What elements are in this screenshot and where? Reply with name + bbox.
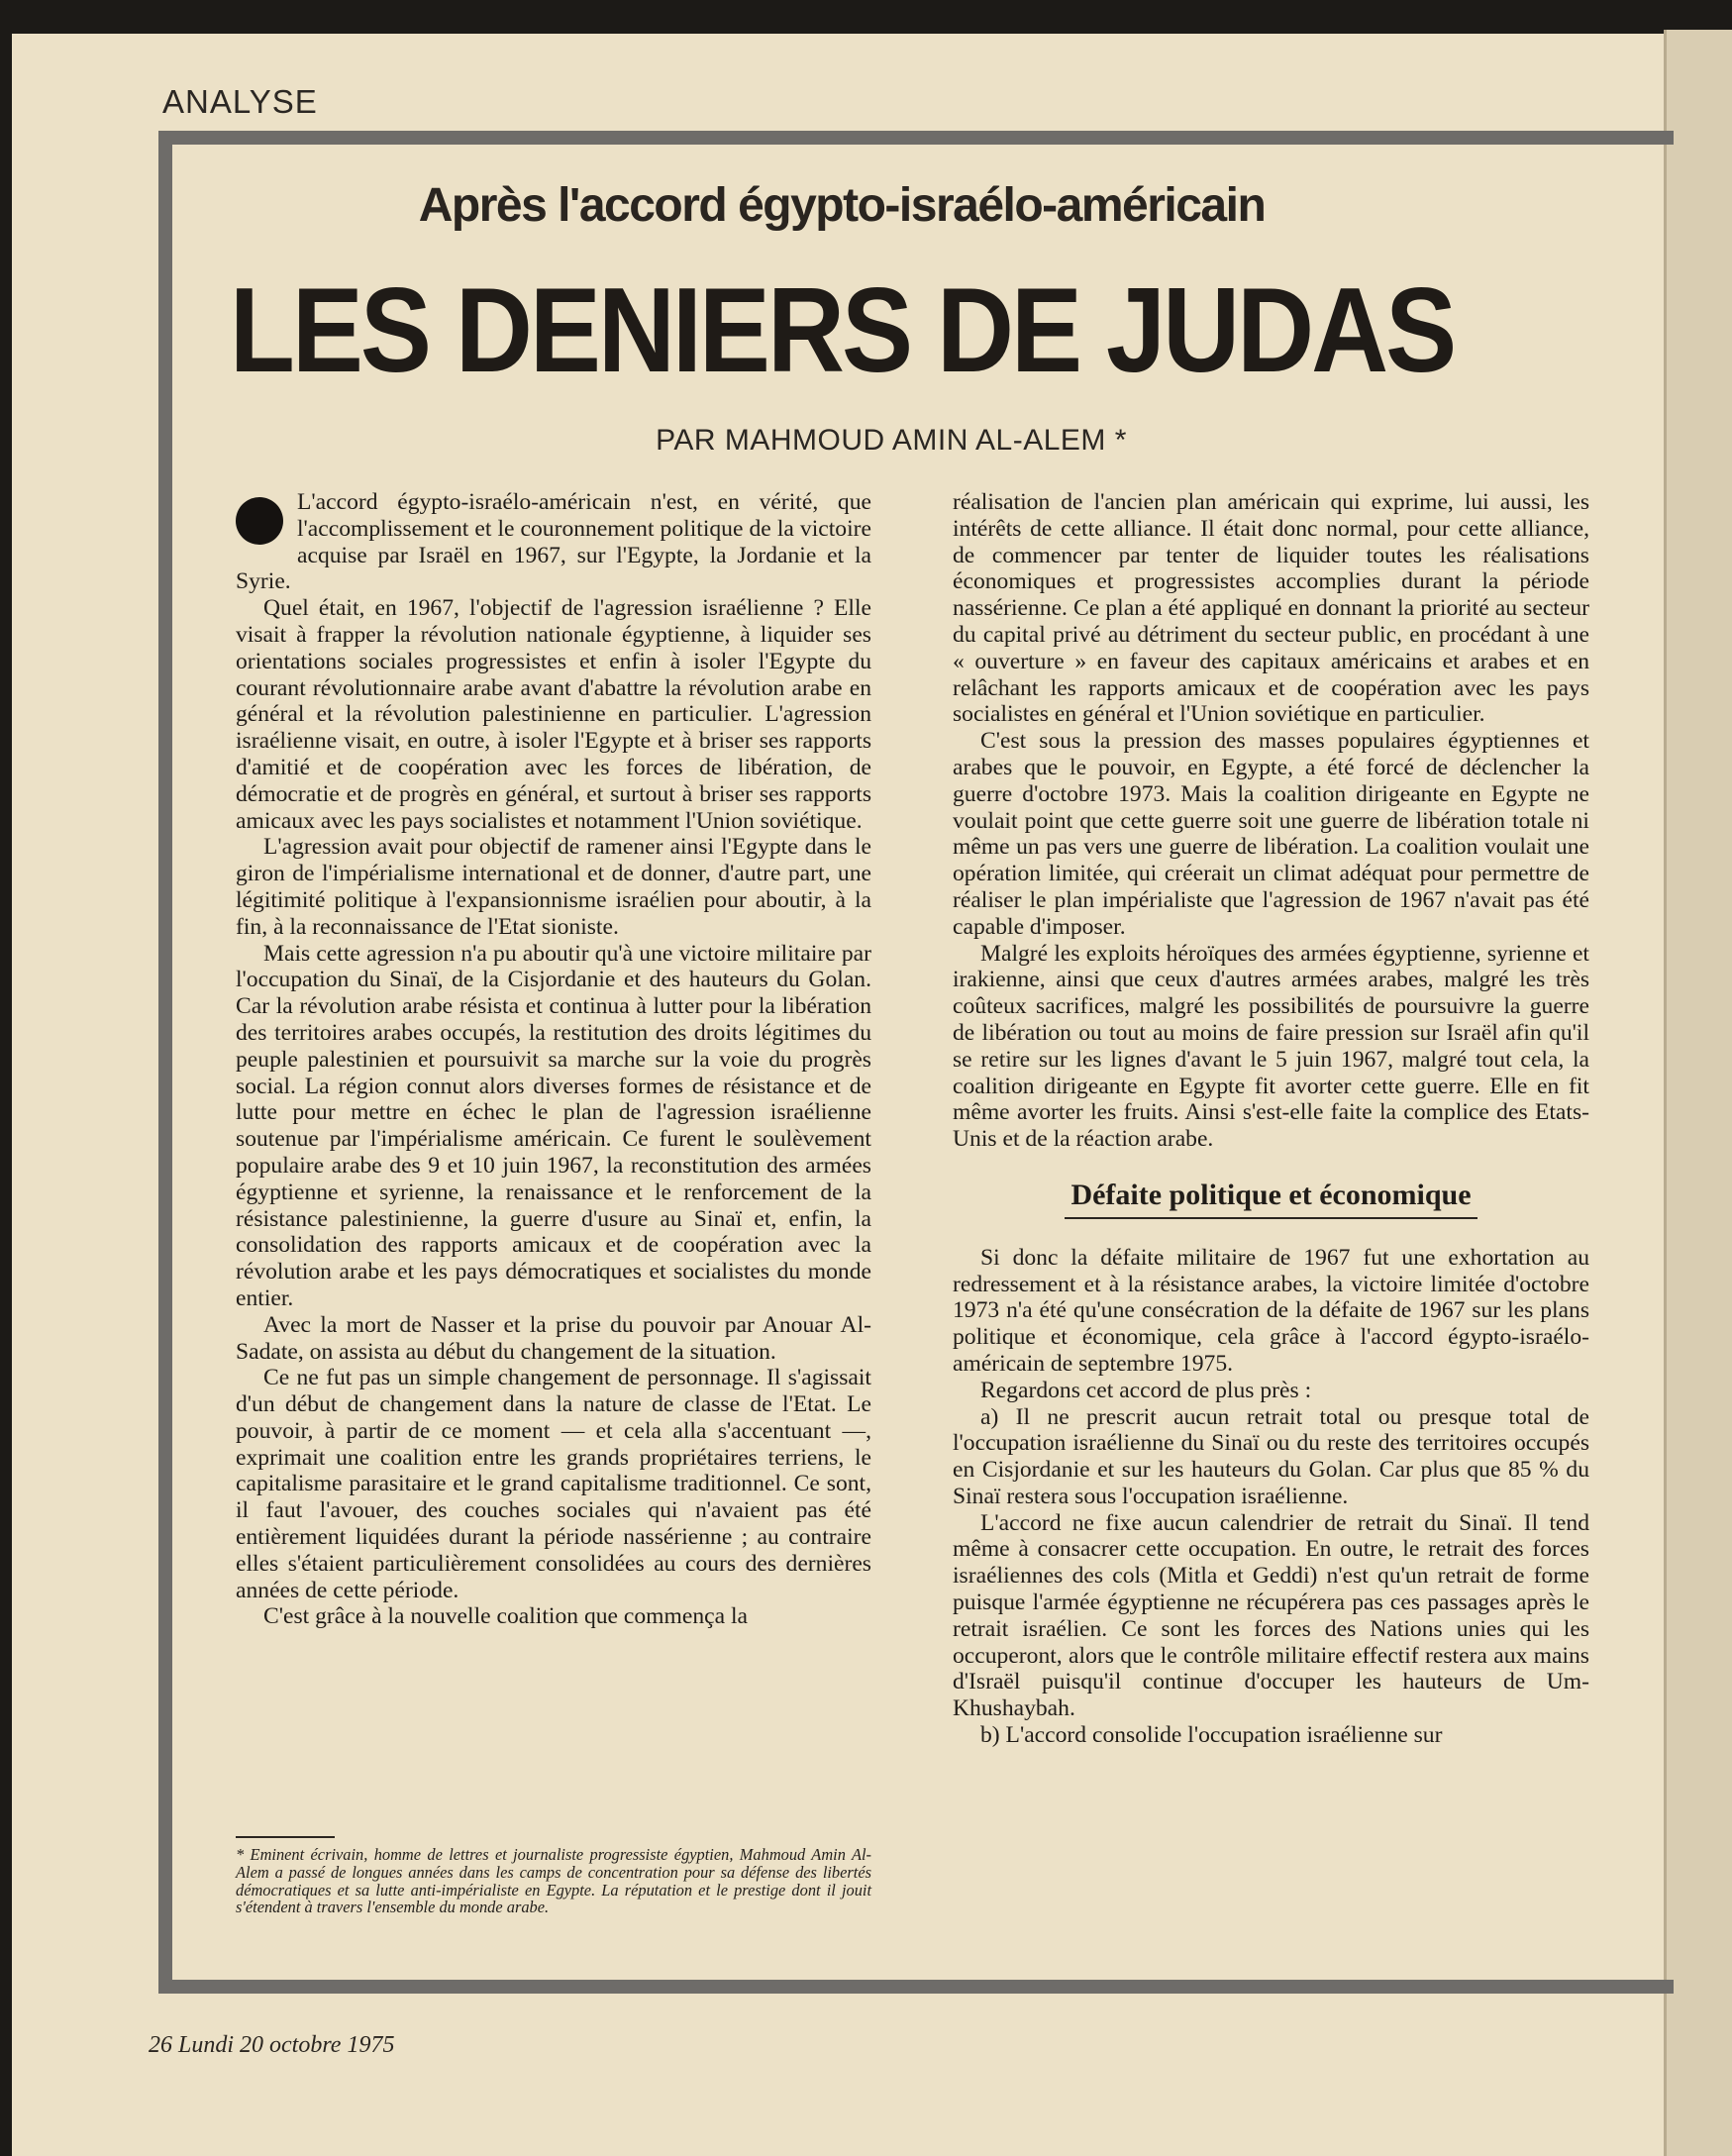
paragraph: Ce ne fut pas un simple changement de personnage. Il s'agissait d'un début de changement dans la nature de classe de l'Etat. Le pouvoir, à partir de ce moment — et cela alla s'accentuant —, exprimait une coalition entre les grands propriétaires terriens, le capitalisme parasitaire et le grand capitalisme traditionnel. Ce sont, il faut l'avouer, des couches sociales qui n'avaient pas été entièrement liquidées durant la période nassérienne ; au contraire elles s'étaient particulièrement consolidées au cours des dernières années de cette période. xyxy=(236,1365,871,1603)
paragraph: L'accord ne fixe aucun calendrier de retrait du Sinaï. Il tend même à consacrer cette occupation. En outre, le retrait des forces israéliennes des cols (Mitla et Geddi) n'est qu'un retrait de forme puisque l'armée égyptienne ne récupérera pas ces passages après le retrait israélien. Ce sont les forces des Nations unies qui les occuperont, alors que le contrôle militaire effectif restera aux mains d'Israël puisqu'il continue d'occuper les hauteurs de Um-Khushaybah. xyxy=(953,1509,1589,1722)
author-footnote: * Eminent écrivain, homme de lettres et journaliste progressiste égyptien, Mahmoud Amin Al-Alem a passé de longues années dans les camps de concentration pour sa défense des libertés démocratiques et sa lutte anti-impérialiste en Egypte. La réputation et le prestige dont il jouit s'étendent à travers l'ensemble du monde arabe. xyxy=(236,1845,871,1917)
lead-bullet-icon xyxy=(236,497,283,545)
next-page-edge xyxy=(1664,30,1732,2156)
paragraph: Regardons cet accord de plus près : xyxy=(980,1377,1312,1403)
paragraph: L'accord égypto-israélo-américain n'est, en vérité, que l'accomplissement et le couronnement politique de la victoire acquise par Israël en 1967, sur l'Egypte, la Jordanie et la Syrie. xyxy=(236,489,871,595)
paragraph: Si donc la défaite militaire de 1967 fut une exhortation au redressement et à la résistance arabes, la victoire limitée d'octobre 1973 n'a été qu'une consécration de la défaite de 1967 sur les plans politique et économique, cela grâce à l'accord égypto-israélo-américain de septembre 1975. xyxy=(953,1244,1589,1377)
section-label: ANALYSE xyxy=(162,83,318,120)
paragraph: a) Il ne prescrit aucun retrait total ou presque total de l'occupation israélienne du Sinaï ou du reste des territoires occupés en Cisjordanie et sur les hauteurs du Golan. Car plus que 85 % du Sinaï restera sous l'occupation israélienne. xyxy=(953,1403,1589,1509)
left-column xyxy=(236,489,871,1630)
byline: PAR MAHMOUD AMIN AL-ALEM * xyxy=(656,424,1127,457)
paragraph: Avec la mort de Nasser et la prise du pouvoir par Anouar Al-Sadate, on assista au début du changement de la situation. xyxy=(236,1311,871,1365)
paragraph: Malgré les exploits héroïques des armées égyptienne, syrienne et irakienne, ainsi que ceux d'autres armées arabes, malgré les très coûteux sacrifices, malgré les possibilités de poursuivre la guerre de libération ou tout au moins de faire pression sur Israël afin qu'il se retire sur les lignes d'avant le 5 juin 1967, malgré tout cela, la coalition dirigeante en Egypte fit avorter cette guerre. Elle en fit même avorter les fruits. Ainsi s'est-elle faite la complice des Etats-Unis et de la réaction arabe. xyxy=(953,940,1589,1153)
right-column xyxy=(953,489,1589,1749)
paragraph: Mais cette agression n'a pu aboutir qu'à une victoire militaire par l'occupation du Sinaï, de la Cisjordanie et des hauteurs du Golan. Car la révolution arabe résista et continua à lutter pour la libération des territoires arabes occupés, la restitution des droits légitimes du peuple palestinien et poursuivit sa marche sur la voie du progrès social. La région connut alors diverses formes de résistance et de lutte pour mettre en échec le plan de l'agression israélienne soutenue par l'impérialisme américain. Ce furent le soulèvement populaire arabe des 9 et 10 juin 1967, la reconstitution des armées égyptienne et syrienne, la renaissance et le renforcement de la résistance palestinienne, la guerre d'usure au Sinaï et, enfin, la consolidation des rapports amicaux et de coopération avec la révolution arabe et les pays démocratiques et socialistes du monde entier. xyxy=(236,940,871,1311)
paragraph: b) L'accord consolide l'occupation israélienne sur xyxy=(980,1722,1443,1749)
footnote-rule xyxy=(236,1836,335,1838)
paragraph: réalisation de l'ancien plan américain qui exprime, lui aussi, les intérêts de cette alliance. Il était donc normal, pour cette alliance, de commencer par tenter de liquider toutes les réalisations économiques et progressistes accomplies durant la période nassérienne. Ce plan a été appliqué en donnant la priorité au secteur du capital privé au détriment du secteur public, en procédant à une « ouverture » en faveur des capitaux américains et arabes et en relâchant les rapports amicaux et de coopération avec les pays socialistes en général et l'Union soviétique en particulier. xyxy=(953,489,1589,728)
paragraph: L'agression avait pour objectif de ramener ainsi l'Egypte dans le giron de l'impérialisme international et de donner, d'autre part, une légitimité politique à l'expansionnisme israélien pour aboutir, à la fin, à la reconnaissance de l'Etat sioniste. xyxy=(236,834,871,940)
section-subhead: Défaite politique et économique xyxy=(1065,1182,1477,1219)
subhead-container xyxy=(953,1178,1589,1219)
article-headline: LES DENIERS DE JUDAS xyxy=(229,261,1455,397)
page-folio: 26 Lundi 20 octobre 1975 xyxy=(149,2032,395,2058)
paragraph: C'est grâce à la nouvelle coalition que commença la xyxy=(263,1603,749,1630)
paragraph: Quel était, en 1967, l'objectif de l'agression israélienne ? Elle visait à frapper la révolution nationale égyptienne, à liquider ses orientations sociales progressistes et enfin à isoler l'Egypte du courant révolutionnaire arabe avant d'abattre la révolution arabe en général et la révolution palestinienne en particulier. L'agression israélienne visait, en outre, à isoler l'Egypte et à briser ses rapports d'amitié et de coopération avec les forces de libération, de démocratie et de progrès en général, et surtout à briser ses rapports amicaux avec les pays socialistes et notamment l'Union soviétique. xyxy=(236,595,871,834)
paragraph: C'est sous la pression des masses populaires égyptiennes et arabes que le pouvoir, en Egypte, a été forcé de déclencher la guerre d'octobre 1973. Mais la coalition dirigeante en Egypte ne voulait point que cette guerre soit une guerre de libération totale ni même un pas vers une guerre de libération. La coalition voulait une opération limitée, qui créerait un climat adéquat pour permettre de réaliser le plan impérialiste que l'agression de 1967 n'avait pas été capable d'imposer. xyxy=(953,728,1589,940)
article-kicker: Après l'accord égypto-israélo-américain xyxy=(418,179,1266,232)
